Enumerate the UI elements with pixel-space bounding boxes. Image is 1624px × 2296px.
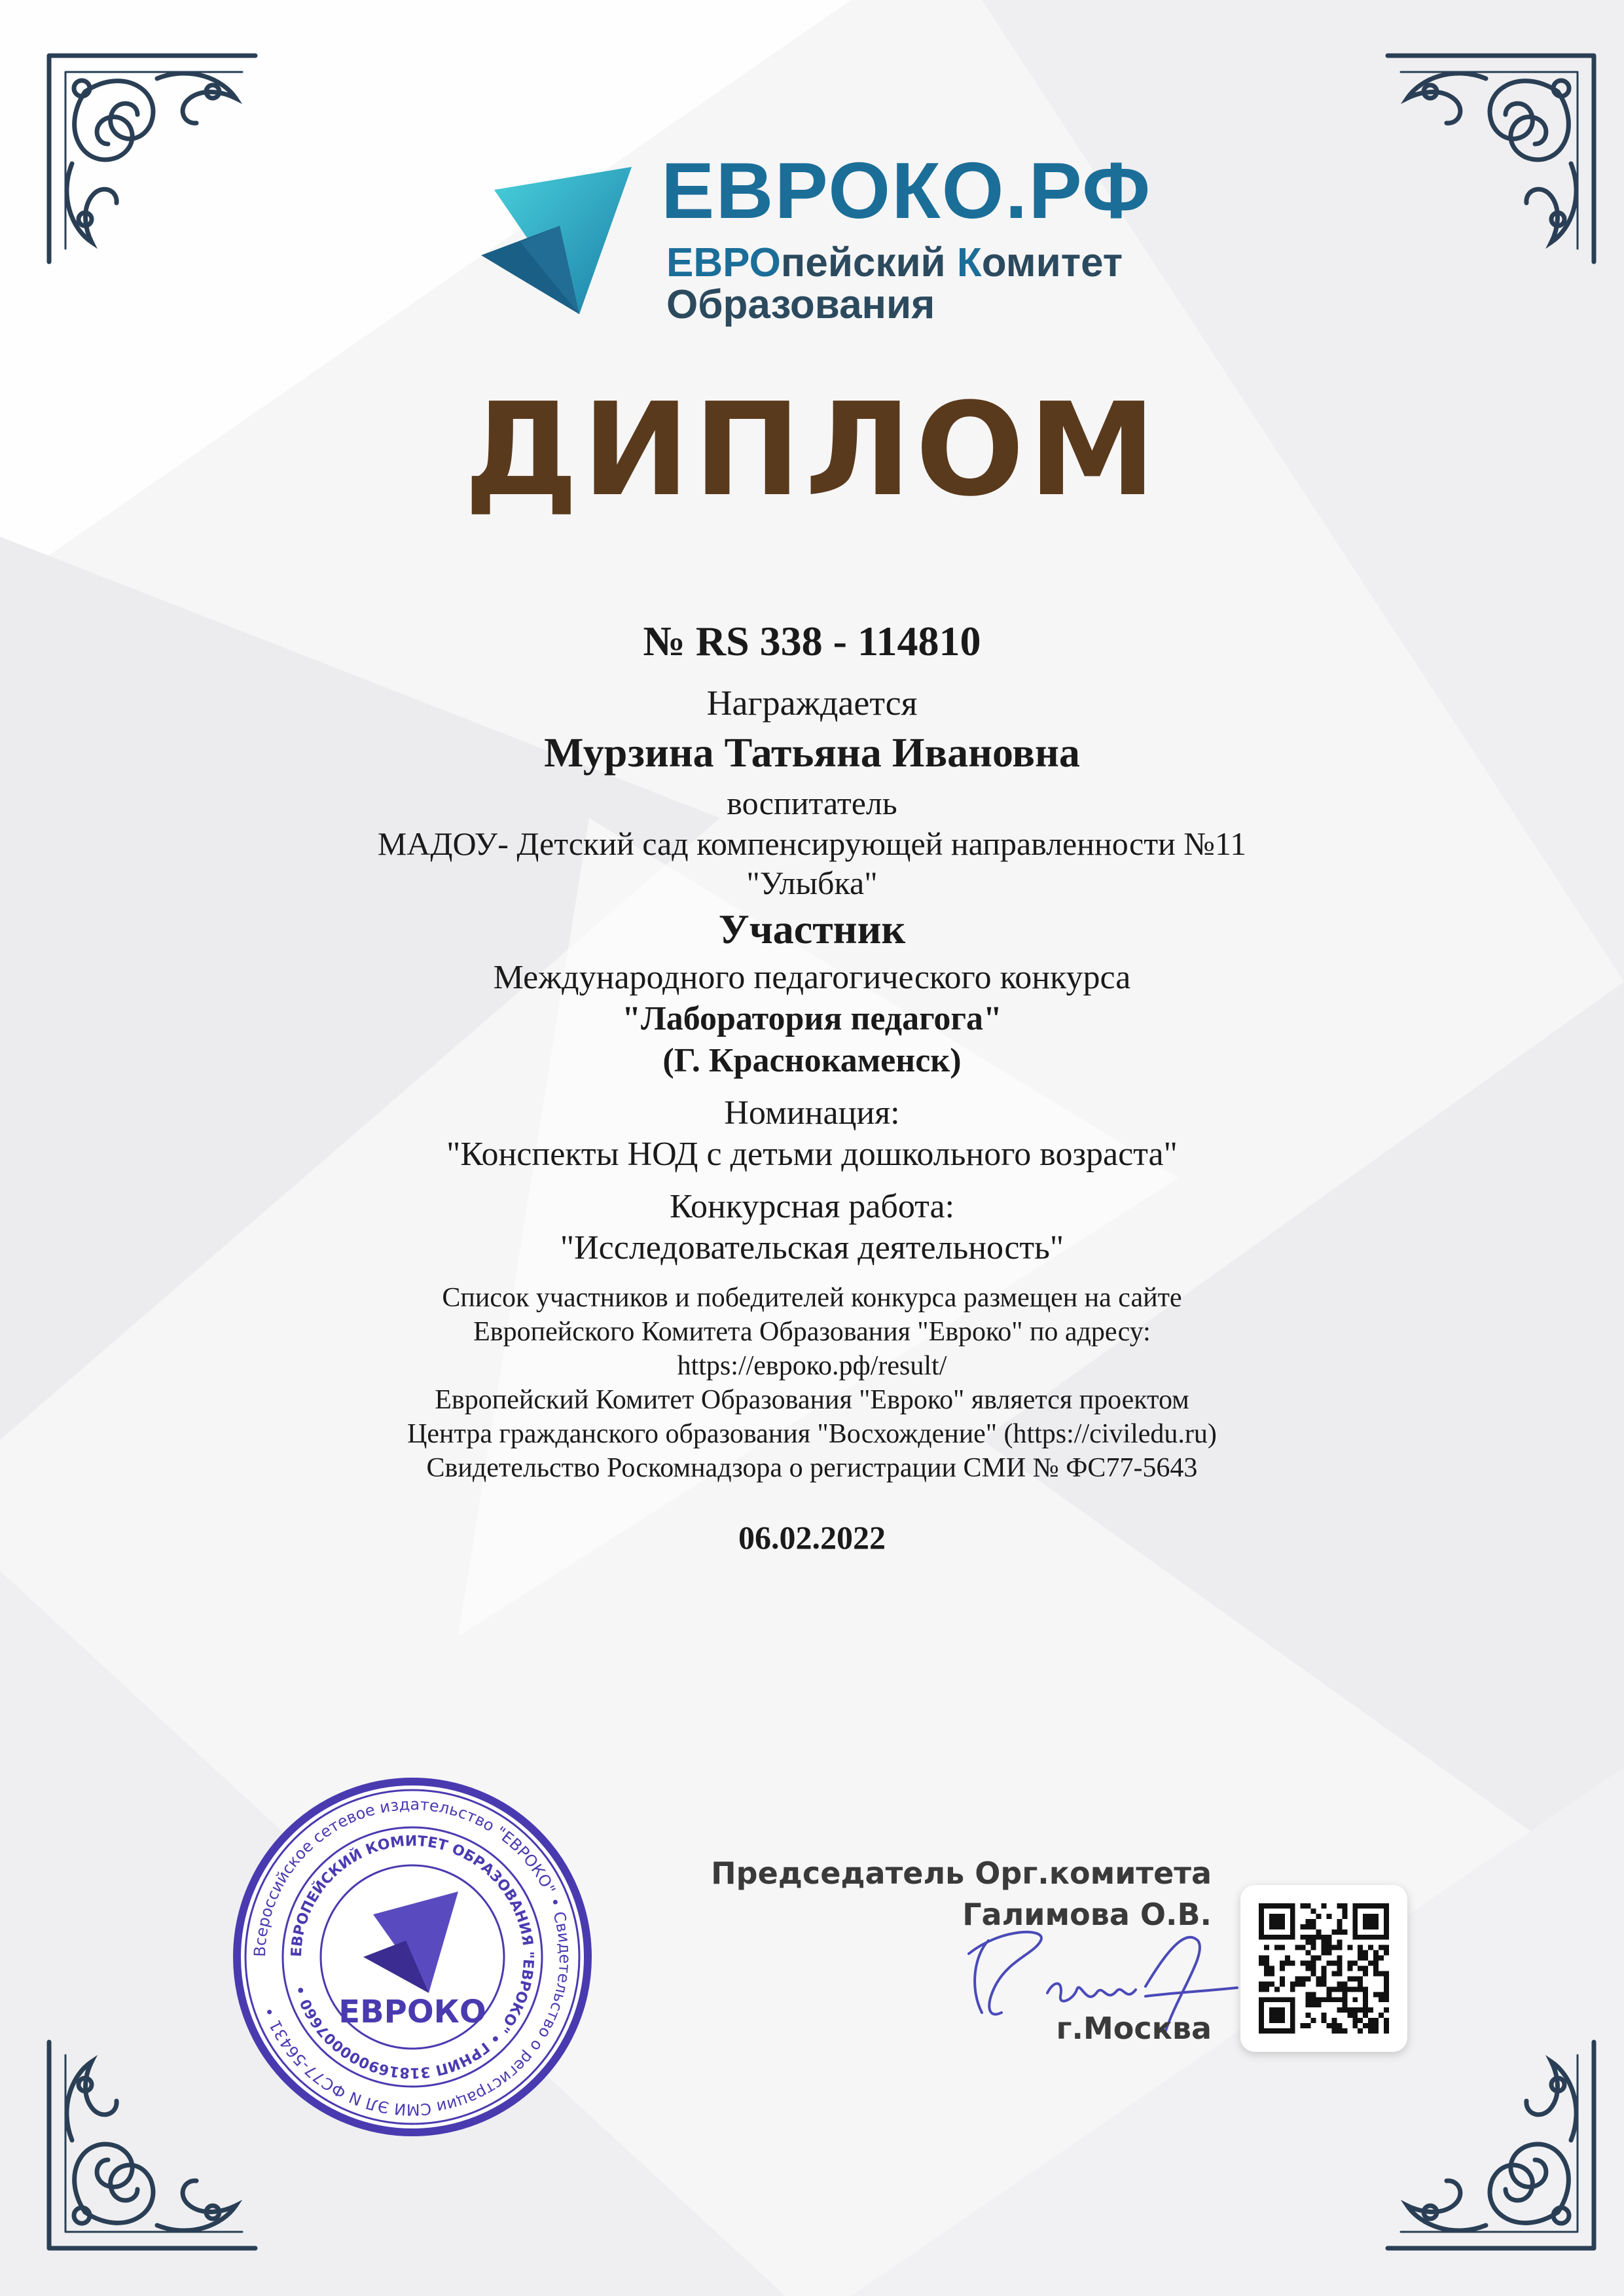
info-line: Европейского Комитета Образования "Евроко" по адресу: <box>473 1317 1151 1347</box>
organization-seal <box>232 1777 592 2137</box>
qr-code[interactable] <box>1240 1885 1407 2052</box>
contest-type: Международного педагогического конкурса <box>493 959 1131 996</box>
chairman-title: Председатель Орг.комитета <box>711 1856 1212 1891</box>
seal-stamp-icon <box>232 1777 592 2137</box>
recipient-name: Мурзина Татьяна Ивановна <box>544 729 1080 776</box>
logo-subtitle: ЕВРОпейский Комитет Образования <box>666 240 1123 327</box>
diploma-title: ДИПЛОМ <box>463 376 1161 525</box>
info-line: Список участников и победителей конкурса размещен на сайте <box>442 1283 1182 1313</box>
info-link[interactable]: https://евроко.рф/result/ <box>677 1351 947 1381</box>
work-title: "Исследовательская деятельность" <box>560 1229 1064 1266</box>
awarded-label: Награждается <box>706 683 918 723</box>
contest-city: (Г. Краснокаменск) <box>662 1042 962 1079</box>
logo-title: ЕВРОКО.РФ <box>661 146 1152 235</box>
info-line: Европейский Комитет Образования "Евроко" является проектом <box>435 1385 1189 1415</box>
organization-line-2: "Улыбка" <box>746 865 878 901</box>
info-line: Центра гражданского образования "Восхождение" (https://civiledu.ru) <box>407 1419 1217 1449</box>
work-label: Конкурсная работа: <box>669 1188 955 1225</box>
diploma-number: № RS 338 - 114810 <box>643 618 981 664</box>
chairman-name: Галимова О.В. <box>962 1897 1212 1932</box>
seal-inner-text: ЕВРОПЕЙСКИЙ КОМИТЕТ ОБРАЗОВАНИЯ "ЕВРОКО" • ГРНИП 318169000007660 • <box>288 1833 537 2081</box>
seal-outer-text: Всероссийское сетевое издательство "ЕВРОКО" • Свидетельство о регистрации СМИ ЭЛ N ФС77-56431 • <box>250 1795 575 2119</box>
status: Участник <box>718 906 906 952</box>
nomination-label: Номинация: <box>724 1094 900 1132</box>
city: г.Москва <box>1056 2011 1212 2046</box>
contest-name: "Лаборатория педагога" <box>622 1000 1002 1037</box>
qr-code-icon <box>1259 1903 1389 2034</box>
seal-center-label: ЕВРОКО <box>338 1994 486 2030</box>
nomination: "Конспекты НОД с детьми дошкольного возраста" <box>446 1136 1178 1173</box>
info-line: Свидетельство Роскомнадзора о регистрации СМИ № ФС77-5643 <box>426 1453 1198 1483</box>
organization-line-1: МАДОУ- Детский сад компенсирующей направленности №11 <box>377 825 1247 862</box>
diploma-date: 06.02.2022 <box>738 1519 886 1556</box>
recipient-position: воспитатель <box>727 785 897 821</box>
